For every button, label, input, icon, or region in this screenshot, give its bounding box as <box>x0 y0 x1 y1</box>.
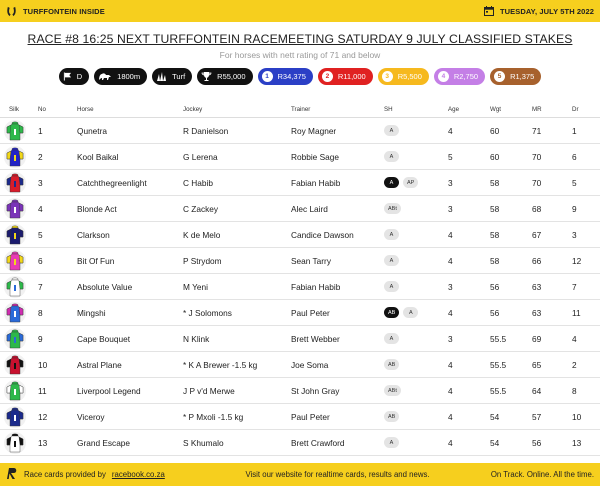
info-pill-turf <box>152 68 192 85</box>
horse-name: Mingshi <box>77 307 106 318</box>
jockey-silk-icon <box>4 172 26 194</box>
table-row[interactable] <box>0 326 600 352</box>
runner-weight: 56 <box>490 307 500 318</box>
col-age: Age <box>448 105 460 113</box>
sh-badge: ABt <box>384 385 401 396</box>
runner-merit-rating: 66 <box>532 255 542 266</box>
runners-table <box>0 101 600 456</box>
horse-name: Astral Plane <box>77 359 122 370</box>
jockey-name: S Khumalo <box>183 437 224 448</box>
horse-name: Qunetra <box>77 125 107 136</box>
runner-weight: 58 <box>490 203 500 214</box>
sh-badge: AB <box>384 307 399 318</box>
sh-badge: A <box>384 229 399 240</box>
jockey-silk-icon <box>4 354 26 376</box>
info-pill-place-4 <box>434 68 485 85</box>
sh-badges <box>384 307 448 318</box>
info-pill-label: R5,500 <box>397 72 422 81</box>
runner-merit-rating: 63 <box>532 307 542 318</box>
runner-draw: 7 <box>572 281 577 292</box>
runner-weight: 55.5 <box>490 333 507 344</box>
jockey-name: * K A Brewer -1.5 kg <box>183 359 258 370</box>
place-5-icon <box>494 71 505 82</box>
trainer-name: Candice Dawson <box>291 229 354 240</box>
runner-number: 7 <box>38 281 43 292</box>
jockey-name: * P Mxoli -1.5 kg <box>183 411 244 422</box>
col-dr: Dr <box>572 105 579 113</box>
runner-merit-rating: 70 <box>532 177 542 188</box>
runner-merit-rating: 65 <box>532 359 542 370</box>
runner-weight: 58 <box>490 255 500 266</box>
place-2-icon <box>322 71 333 82</box>
runner-age: 4 <box>448 307 453 318</box>
sh-badge: AB <box>384 411 399 422</box>
brand-title: TURFFONTEIN INSIDE <box>23 6 105 16</box>
trainer-name: Joe Soma <box>291 359 329 370</box>
table-body <box>0 118 600 456</box>
table-row[interactable] <box>0 170 600 196</box>
runner-weight: 60 <box>490 151 500 162</box>
table-row[interactable] <box>0 274 600 300</box>
jockey-name: C Habib <box>183 177 213 188</box>
sh-badges <box>384 437 448 448</box>
calendar-icon <box>484 6 494 16</box>
jockey-name: G Lerena <box>183 151 218 162</box>
place-number: 5 <box>494 71 505 82</box>
footer-credit <box>6 467 216 482</box>
jockey-silk-icon <box>4 146 26 168</box>
runner-age: 4 <box>448 359 453 370</box>
runner-age: 4 <box>448 229 453 240</box>
horse-name: Cape Bouquet <box>77 333 131 344</box>
info-pill-label: Turf <box>172 72 186 81</box>
jockey-name: M Yeni <box>183 281 208 292</box>
trophy-icon <box>201 72 212 81</box>
info-pill-distance <box>94 68 147 85</box>
jockey-name: C Zackey <box>183 203 219 214</box>
sh-badge: A <box>384 333 399 344</box>
distance-icon <box>98 72 112 81</box>
horse-name: Bit Of Fun <box>77 255 115 266</box>
runner-age: 4 <box>448 385 453 396</box>
sh-badge: A <box>384 151 399 162</box>
silk-cell <box>0 224 38 246</box>
runner-merit-rating: 57 <box>532 411 542 422</box>
runner-draw: 5 <box>572 177 577 188</box>
sh-badge: A <box>384 437 399 448</box>
race-title: RACE #8 16:25 NEXT TURFFONTEIN RACEMEETING SATURDAY 9 JULY CLASSIFIED STAKES <box>27 32 573 46</box>
runner-number: 11 <box>38 385 47 396</box>
runner-draw: 1 <box>572 125 577 136</box>
runner-age: 4 <box>448 125 453 136</box>
flag-icon <box>63 72 72 81</box>
racebook-link[interactable]: racebook.co.za <box>111 470 165 479</box>
runner-draw: 6 <box>572 151 577 162</box>
jockey-name: K de Melo <box>183 229 221 240</box>
sh-badge: AB <box>384 359 399 370</box>
trainer-name: Sean Tarry <box>291 255 331 266</box>
place-1-icon <box>262 71 273 82</box>
jockey-silk-icon <box>4 380 26 402</box>
footer-bar <box>0 463 600 486</box>
horse-name: Absolute Value <box>77 281 133 292</box>
table-row[interactable] <box>0 196 600 222</box>
jockey-name: R Danielson <box>183 125 229 136</box>
sh-badge: AP <box>403 177 418 188</box>
runner-merit-rating: 68 <box>532 203 542 214</box>
runner-age: 4 <box>448 255 453 266</box>
silk-cell <box>0 198 38 220</box>
jockey-silk-icon <box>4 432 26 454</box>
runner-draw: 10 <box>572 411 582 422</box>
silk-cell <box>0 276 38 298</box>
horse-name: Clarkson <box>77 229 110 240</box>
jockey-silk-icon <box>4 224 26 246</box>
sh-badges <box>384 411 448 422</box>
trainer-name: St John Gray <box>291 385 340 396</box>
date-group <box>484 6 594 16</box>
runner-merit-rating: 71 <box>532 125 542 136</box>
runner-number: 1 <box>38 125 43 136</box>
info-pill-label: R55,000 <box>217 72 246 81</box>
runner-draw: 2 <box>572 359 577 370</box>
runner-draw: 4 <box>572 333 577 344</box>
runner-number: 12 <box>38 411 48 422</box>
table-row[interactable] <box>0 118 600 144</box>
runner-number: 4 <box>38 203 43 214</box>
runner-age: 4 <box>448 411 453 422</box>
footer-message: Visit our website for realtime cards, results and news. <box>245 470 430 479</box>
runner-weight: 58 <box>490 177 500 188</box>
table-row[interactable] <box>0 222 600 248</box>
silk-cell <box>0 380 38 402</box>
jockey-silk-icon <box>4 120 26 142</box>
runner-draw: 12 <box>572 255 582 266</box>
runner-weight: 54 <box>490 437 500 448</box>
sh-badge: A <box>384 281 399 292</box>
runner-age: 3 <box>448 333 453 344</box>
trainer-name: Fabian Habib <box>291 281 341 292</box>
runner-draw: 11 <box>572 307 581 318</box>
horse-name: Kool Baikal <box>77 151 119 162</box>
horse-name: Viceroy <box>77 411 105 422</box>
sh-badge: A <box>403 307 418 318</box>
silk-cell <box>0 250 38 272</box>
trainer-name: Fabian Habib <box>291 177 341 188</box>
info-pill-label: R2,750 <box>453 72 479 81</box>
sh-badges <box>384 229 448 240</box>
runner-weight: 58 <box>490 229 500 240</box>
place-number: 1 <box>262 71 273 82</box>
horseshoe-logo-icon <box>6 6 17 17</box>
sh-badges <box>384 125 448 136</box>
sh-badges <box>384 333 448 344</box>
jockey-silk-icon <box>4 276 26 298</box>
runner-merit-rating: 63 <box>532 281 542 292</box>
runner-draw: 8 <box>572 385 577 396</box>
sh-badges <box>384 203 448 214</box>
info-pill-label: D <box>76 72 83 81</box>
trainer-name: Paul Peter <box>291 411 330 422</box>
trainer-name: Brett Webber <box>291 333 340 344</box>
sh-badges <box>384 359 448 370</box>
place-number: 2 <box>322 71 333 82</box>
silk-cell <box>0 302 38 324</box>
trainer-name: Robbie Sage <box>291 151 339 162</box>
jockey-silk-icon <box>4 198 26 220</box>
runner-weight: 55.5 <box>490 359 507 370</box>
sh-badges <box>384 385 448 396</box>
runner-age: 3 <box>448 177 453 188</box>
silk-cell <box>0 120 38 142</box>
col-trainer: Trainer <box>291 105 311 113</box>
jockey-name: N Klink <box>183 333 210 344</box>
table-row[interactable] <box>0 352 600 378</box>
silk-cell <box>0 354 38 376</box>
jockey-silk-icon <box>4 406 26 428</box>
table-header <box>0 101 600 118</box>
col-wgt: Wgt <box>490 105 502 113</box>
runner-number: 8 <box>38 307 43 318</box>
col-mr: MR <box>532 105 542 113</box>
header-bar <box>0 0 600 22</box>
sh-badge: ABt <box>384 203 401 214</box>
runner-merit-rating: 69 <box>532 333 542 344</box>
silk-cell <box>0 146 38 168</box>
col-horse: Horse <box>77 105 94 113</box>
race-subtitle: For horses with nett rating of 71 and below <box>219 50 381 60</box>
runner-weight: 56 <box>490 281 500 292</box>
runner-number: 5 <box>38 229 43 240</box>
place-4-icon <box>438 71 449 82</box>
runner-number: 6 <box>38 255 43 266</box>
trainer-name: Roy Magner <box>291 125 337 136</box>
runner-weight: 60 <box>490 125 500 136</box>
runner-draw: 13 <box>572 437 582 448</box>
col-silk: Silk <box>9 105 19 113</box>
place-3-icon <box>382 71 393 82</box>
place-number: 3 <box>382 71 393 82</box>
jockey-silk-icon <box>4 302 26 324</box>
runner-draw: 3 <box>572 229 577 240</box>
info-pill-trophy <box>197 68 252 85</box>
runner-number: 10 <box>38 359 48 370</box>
turf-icon <box>156 72 167 81</box>
jockey-name: J P v'd Merwe <box>183 385 235 396</box>
table-row[interactable] <box>0 144 600 170</box>
sh-badge: A <box>384 255 399 266</box>
info-pill-place-3 <box>378 68 429 85</box>
jockey-name: * J Solomons <box>183 307 232 318</box>
col-sh: SH <box>384 105 393 113</box>
horse-name: Catchthegreenlight <box>77 177 147 188</box>
info-pill-label: 1800m <box>117 72 141 81</box>
jockey-silk-icon <box>4 328 26 350</box>
info-pill-flag <box>59 68 89 85</box>
table-row[interactable] <box>0 404 600 430</box>
trainer-name: Brett Crawford <box>291 437 345 448</box>
horse-name: Liverpool Legend <box>77 385 141 396</box>
col-no: No <box>38 105 46 113</box>
runner-merit-rating: 64 <box>532 385 542 396</box>
runner-age: 3 <box>448 281 453 292</box>
table-row[interactable] <box>0 430 600 456</box>
runner-number: 9 <box>38 333 43 344</box>
runner-number: 13 <box>38 437 48 448</box>
sh-badges <box>384 255 448 266</box>
silk-cell <box>0 172 38 194</box>
runner-age: 5 <box>448 151 453 162</box>
silk-cell <box>0 328 38 350</box>
runner-draw: 9 <box>572 203 577 214</box>
table-row[interactable] <box>0 248 600 274</box>
trainer-name: Paul Peter <box>291 307 330 318</box>
sh-badge: A <box>384 177 399 188</box>
runner-number: 2 <box>38 151 43 162</box>
sh-badge: A <box>384 125 399 136</box>
horse-name: Grand Escape <box>77 437 131 448</box>
jockey-name: P Strydom <box>183 255 222 266</box>
info-pill-label: R34,375 <box>277 72 306 81</box>
info-pill-place-1 <box>258 68 313 85</box>
info-pill-label: R1,375 <box>510 72 535 81</box>
sh-badges <box>384 151 448 162</box>
runner-age: 4 <box>448 437 453 448</box>
runner-age: 3 <box>448 203 453 214</box>
silk-cell <box>0 406 38 428</box>
horse-name: Blonde Act <box>77 203 117 214</box>
sh-badges <box>384 177 448 188</box>
place-number: 4 <box>438 71 449 82</box>
col-jockey: Jockey <box>183 105 203 113</box>
info-pill-label: R11,000 <box>337 72 366 81</box>
runner-merit-rating: 56 <box>532 437 542 448</box>
runner-number: 3 <box>38 177 43 188</box>
jockey-silk-icon <box>4 250 26 272</box>
runner-weight: 54 <box>490 411 500 422</box>
runner-weight: 55.5 <box>490 385 507 396</box>
trainer-name: Alec Laird <box>291 203 328 214</box>
table-row[interactable] <box>0 378 600 404</box>
race-info-pills <box>0 68 600 85</box>
runner-merit-rating: 70 <box>532 151 542 162</box>
runner-merit-rating: 67 <box>532 229 542 240</box>
race-date: TUESDAY, JULY 5TH 2022 <box>499 6 594 16</box>
brand-group <box>6 6 105 17</box>
racebook-logo-icon <box>6 467 18 482</box>
footer-tagline: On Track. Online. All the time. <box>490 470 594 479</box>
footer-credit-text: Race cards provided by <box>24 470 106 479</box>
table-row[interactable] <box>0 300 600 326</box>
sh-badges <box>384 281 448 292</box>
info-pill-place-5 <box>490 68 541 85</box>
info-pill-place-2 <box>318 68 373 85</box>
silk-cell <box>0 432 38 454</box>
